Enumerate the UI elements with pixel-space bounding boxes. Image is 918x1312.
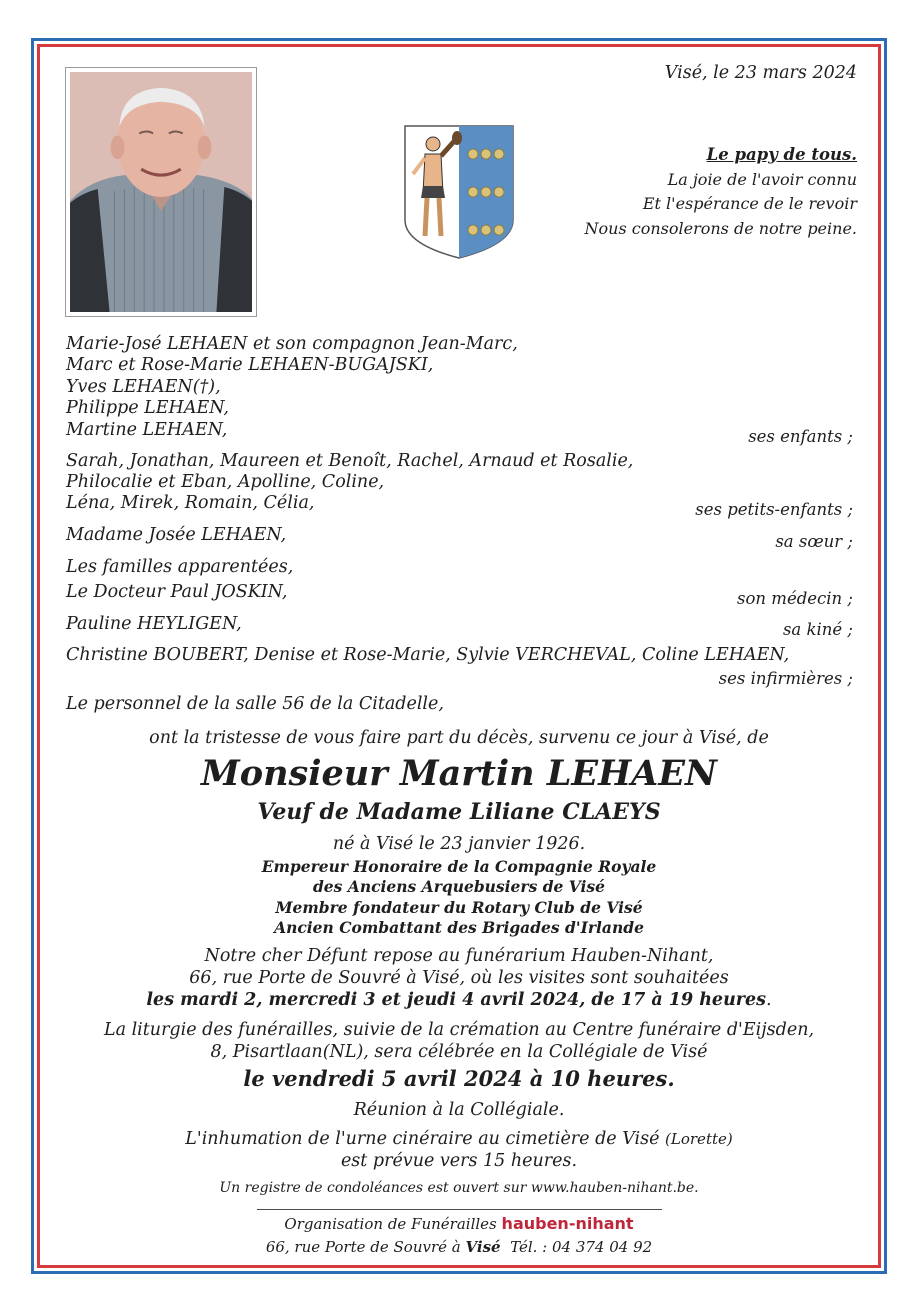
rest-line: Notre cher Défunt repose au funérarium Hauben-Nihant, [204, 946, 714, 966]
title-line: des Anciens Arquebusiers de Visé [312, 877, 606, 896]
title-line: Membre fondateur du Rotary Club de Visé [275, 898, 643, 917]
liturgy-line: 8, Pisartlaan(NL), sera célébrée en la Collégiale de Visé [210, 1042, 708, 1062]
footer-divider [257, 1209, 662, 1210]
burial-note: (Lorette) [665, 1130, 733, 1148]
physio-line: Pauline HEYLIGEN, [66, 614, 242, 634]
physio-label: sa kiné ; [782, 620, 853, 639]
brand-logo: hauben-nihant [501, 1214, 634, 1233]
liturgy-line: La liturgie des funérailles, suivie de la crémation au Centre funéraire d'Eijsden, [103, 1020, 815, 1040]
footer-address-text: 66, rue Porte de Souvré à [265, 1238, 461, 1256]
widower-line: Veuf de Madame Liliane CLAEYS [257, 799, 661, 825]
sister-line: Madame Josée LEHAEN, [66, 525, 287, 545]
child-line: Marc et Rose-Marie LEHAEN-BUGAJSKI, [66, 355, 434, 375]
footer-address [0, 1238, 918, 1256]
grandchildren-line: Sarah, Jonathan, Maureen et Benoît, Rachel, Arnaud et Rosalie, [66, 451, 634, 471]
footer-phone: Tél. : 04 374 04 92 [510, 1238, 653, 1256]
burial-line [0, 1128, 918, 1151]
grandchildren-label: ses petits-enfants ; [695, 500, 853, 519]
intro-line: ont la tristesse de vous faire part du décès, survenu ce jour à Visé, de [149, 728, 769, 748]
child-line: Martine LEHAEN, [66, 420, 228, 440]
grandchildren-line: Philocalie et Eban, Apolline, Coline, [66, 472, 385, 492]
birth-line: né à Visé le 23 janvier 1926. [332, 834, 586, 854]
poem [585, 143, 858, 241]
footer-city: Visé [465, 1238, 501, 1256]
registry-line: Un registre de condoléances est ouvert sur www.hauben-nihant.be. [219, 1180, 699, 1196]
coat-of-arms-icon [403, 124, 515, 260]
visits-dates: les mardi 2, mercredi 3 et jeudi 4 avril 2024, de 17 à 19 heures [146, 990, 766, 1010]
visits-end: . [766, 990, 772, 1010]
poem-line: Et l'espérance de le revoir [642, 194, 857, 213]
title-line: Ancien Combattant des Brigades d'Irlande [274, 918, 644, 937]
poem-title: Le papy de tous. [706, 145, 857, 164]
children-label: ses enfants ; [748, 427, 853, 446]
meeting-line: Réunion à la Collégiale. [353, 1100, 565, 1120]
grandchildren-line: Léna, Mirek, Romain, Célia, [66, 493, 315, 513]
burial-line: est prévue vers 15 heures. [340, 1151, 578, 1171]
visits-line [0, 989, 918, 1012]
poem-line: Nous consolerons de notre peine. [584, 218, 857, 238]
staff-line: Le personnel de la salle 56 de la Citadelle, [66, 694, 444, 714]
title-line: Empereur Honoraire de la Compagnie Royale [261, 857, 657, 876]
burial-text: L'inhumation de l'urne cinéraire au cimetière de Visé [185, 1129, 660, 1149]
poem-line: La joie de l'avoir connu [667, 169, 857, 189]
nurses-label: ses infirmières ; [718, 669, 853, 688]
rest-line: 66, rue Porte de Souvré à Visé, où les visites sont souhaitées [189, 968, 729, 988]
doctor-line: Le Docteur Paul JOSKIN, [66, 582, 288, 602]
portrait-image [70, 72, 252, 312]
child-line: Yves LEHAEN(†), [66, 377, 221, 397]
doctor-label: son médecin ; [737, 589, 853, 608]
portrait-photo [65, 67, 257, 317]
deceased-name: Monsieur Martin LEHAEN [200, 753, 717, 794]
relatives-line: Les familles apparentées, [66, 557, 294, 577]
announcement-date: Visé, le 23 mars 2024 [664, 63, 857, 83]
nurses-line: Christine BOUBERT, Denise et Rose-Marie, Sylvie VERCHEVAL, Coline LEHAEN, [66, 645, 790, 665]
ceremony-line: le vendredi 5 avril 2024 à 10 heures. [243, 1066, 675, 1091]
child-line: Philippe LEHAEN, [66, 398, 229, 418]
footer-org-prefix: Organisation de Funérailles [284, 1215, 497, 1233]
child-line: Marie-José LEHAEN et son compagnon Jean-Marc, [66, 334, 518, 354]
footer-organisation [0, 1214, 918, 1233]
sister-label: sa sœur ; [775, 532, 853, 551]
